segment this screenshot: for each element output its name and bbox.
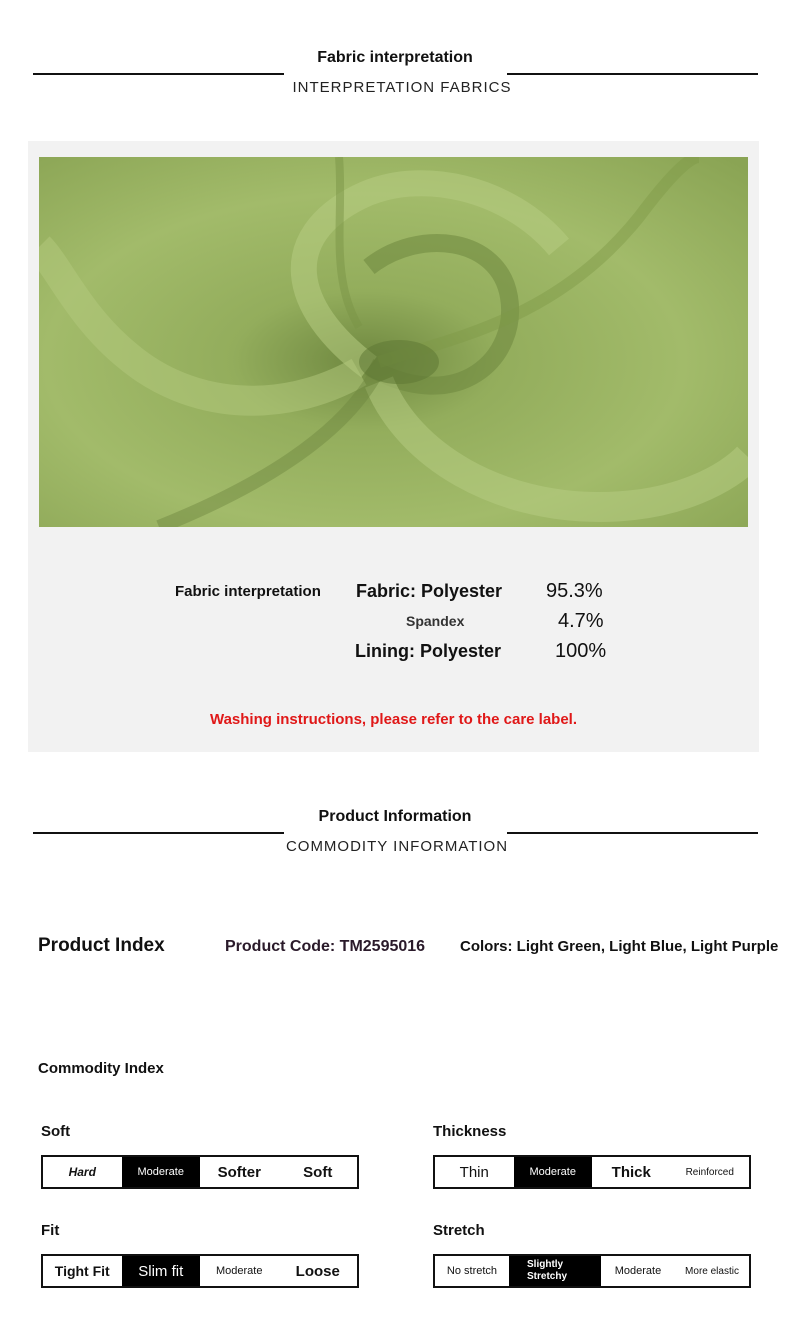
thickness-option-thick: Thick <box>611 1163 651 1181</box>
soft-option-hard: Hard <box>68 1165 96 1179</box>
fabric-section-subtitle: INTERPRETATION FABRICS <box>292 79 512 96</box>
fabric-section-title: Fabric interpretation <box>317 49 473 66</box>
header-rule-right <box>507 73 758 75</box>
stretch-scale <box>433 1254 751 1288</box>
soft-option-softer: Softer <box>217 1163 261 1181</box>
header-rule-left <box>33 73 284 75</box>
stretch-option-slightly-line: Slightly <box>527 1259 564 1270</box>
soft-scale <box>41 1155 359 1189</box>
stretch-option-moderate: Moderate <box>614 1265 662 1277</box>
composition-label: Fabric interpretation <box>175 583 321 600</box>
composition-row-3-name: Lining: Polyester <box>355 641 502 661</box>
product-rule-left <box>33 832 284 834</box>
composition-row-3-percent: 100% <box>555 640 607 662</box>
fit-option-tight-fit: Tight Fit <box>54 1263 110 1279</box>
composition-row-2-percent: 4.7% <box>558 610 604 632</box>
fabric-panel <box>28 141 759 752</box>
stretch-index-label: Stretch <box>433 1222 485 1239</box>
fit-option-moderate: Moderate <box>216 1265 263 1277</box>
fabric-swatch-image <box>39 157 748 527</box>
product-colors: Colors: Light Green, Light Blue, Light Purple <box>460 938 779 955</box>
soft-option-moderate-selected: Moderate <box>122 1157 201 1187</box>
product-section-subtitle: COMMODITY INFORMATION <box>285 838 509 855</box>
product-code: Product Code: TM2595016 <box>225 938 426 955</box>
thickness-option-moderate-selected: Moderate <box>514 1157 593 1187</box>
commodity-index-heading: Commodity Index <box>38 1060 164 1077</box>
product-section-title: Product Information <box>318 808 472 825</box>
composition-row-1-percent: 95.3% <box>546 580 603 602</box>
soft-index-label: Soft <box>41 1123 71 1140</box>
washing-instructions: Washing instructions, please refer to the care label. <box>209 711 578 728</box>
fit-scale <box>41 1254 359 1288</box>
stretch-option-slightly-stretchy-selected <box>509 1256 601 1286</box>
composition-row-1-name: Fabric: Polyester <box>356 581 503 601</box>
stretch-option-more-elastic: More elastic <box>685 1265 739 1277</box>
stretch-option-no-stretch: No stretch <box>446 1265 498 1277</box>
stretch-option-stretchy-line: Stretchy <box>527 1271 568 1282</box>
fit-option-slim-fit-selected: Slim fit <box>122 1256 201 1286</box>
product-index-heading: Product Index <box>38 935 165 956</box>
soft-option-soft: Soft <box>303 1163 333 1181</box>
composition-row-2-name: Spandex <box>406 613 465 629</box>
thickness-option-thin: Thin <box>459 1163 489 1181</box>
thickness-index-label: Thickness <box>433 1123 507 1140</box>
thickness-option-reinforced: Reinforced <box>685 1166 734 1178</box>
fit-index-label: Fit <box>41 1222 60 1239</box>
product-rule-right <box>507 832 758 834</box>
thickness-scale <box>433 1155 751 1189</box>
fit-option-loose: Loose <box>295 1262 340 1280</box>
